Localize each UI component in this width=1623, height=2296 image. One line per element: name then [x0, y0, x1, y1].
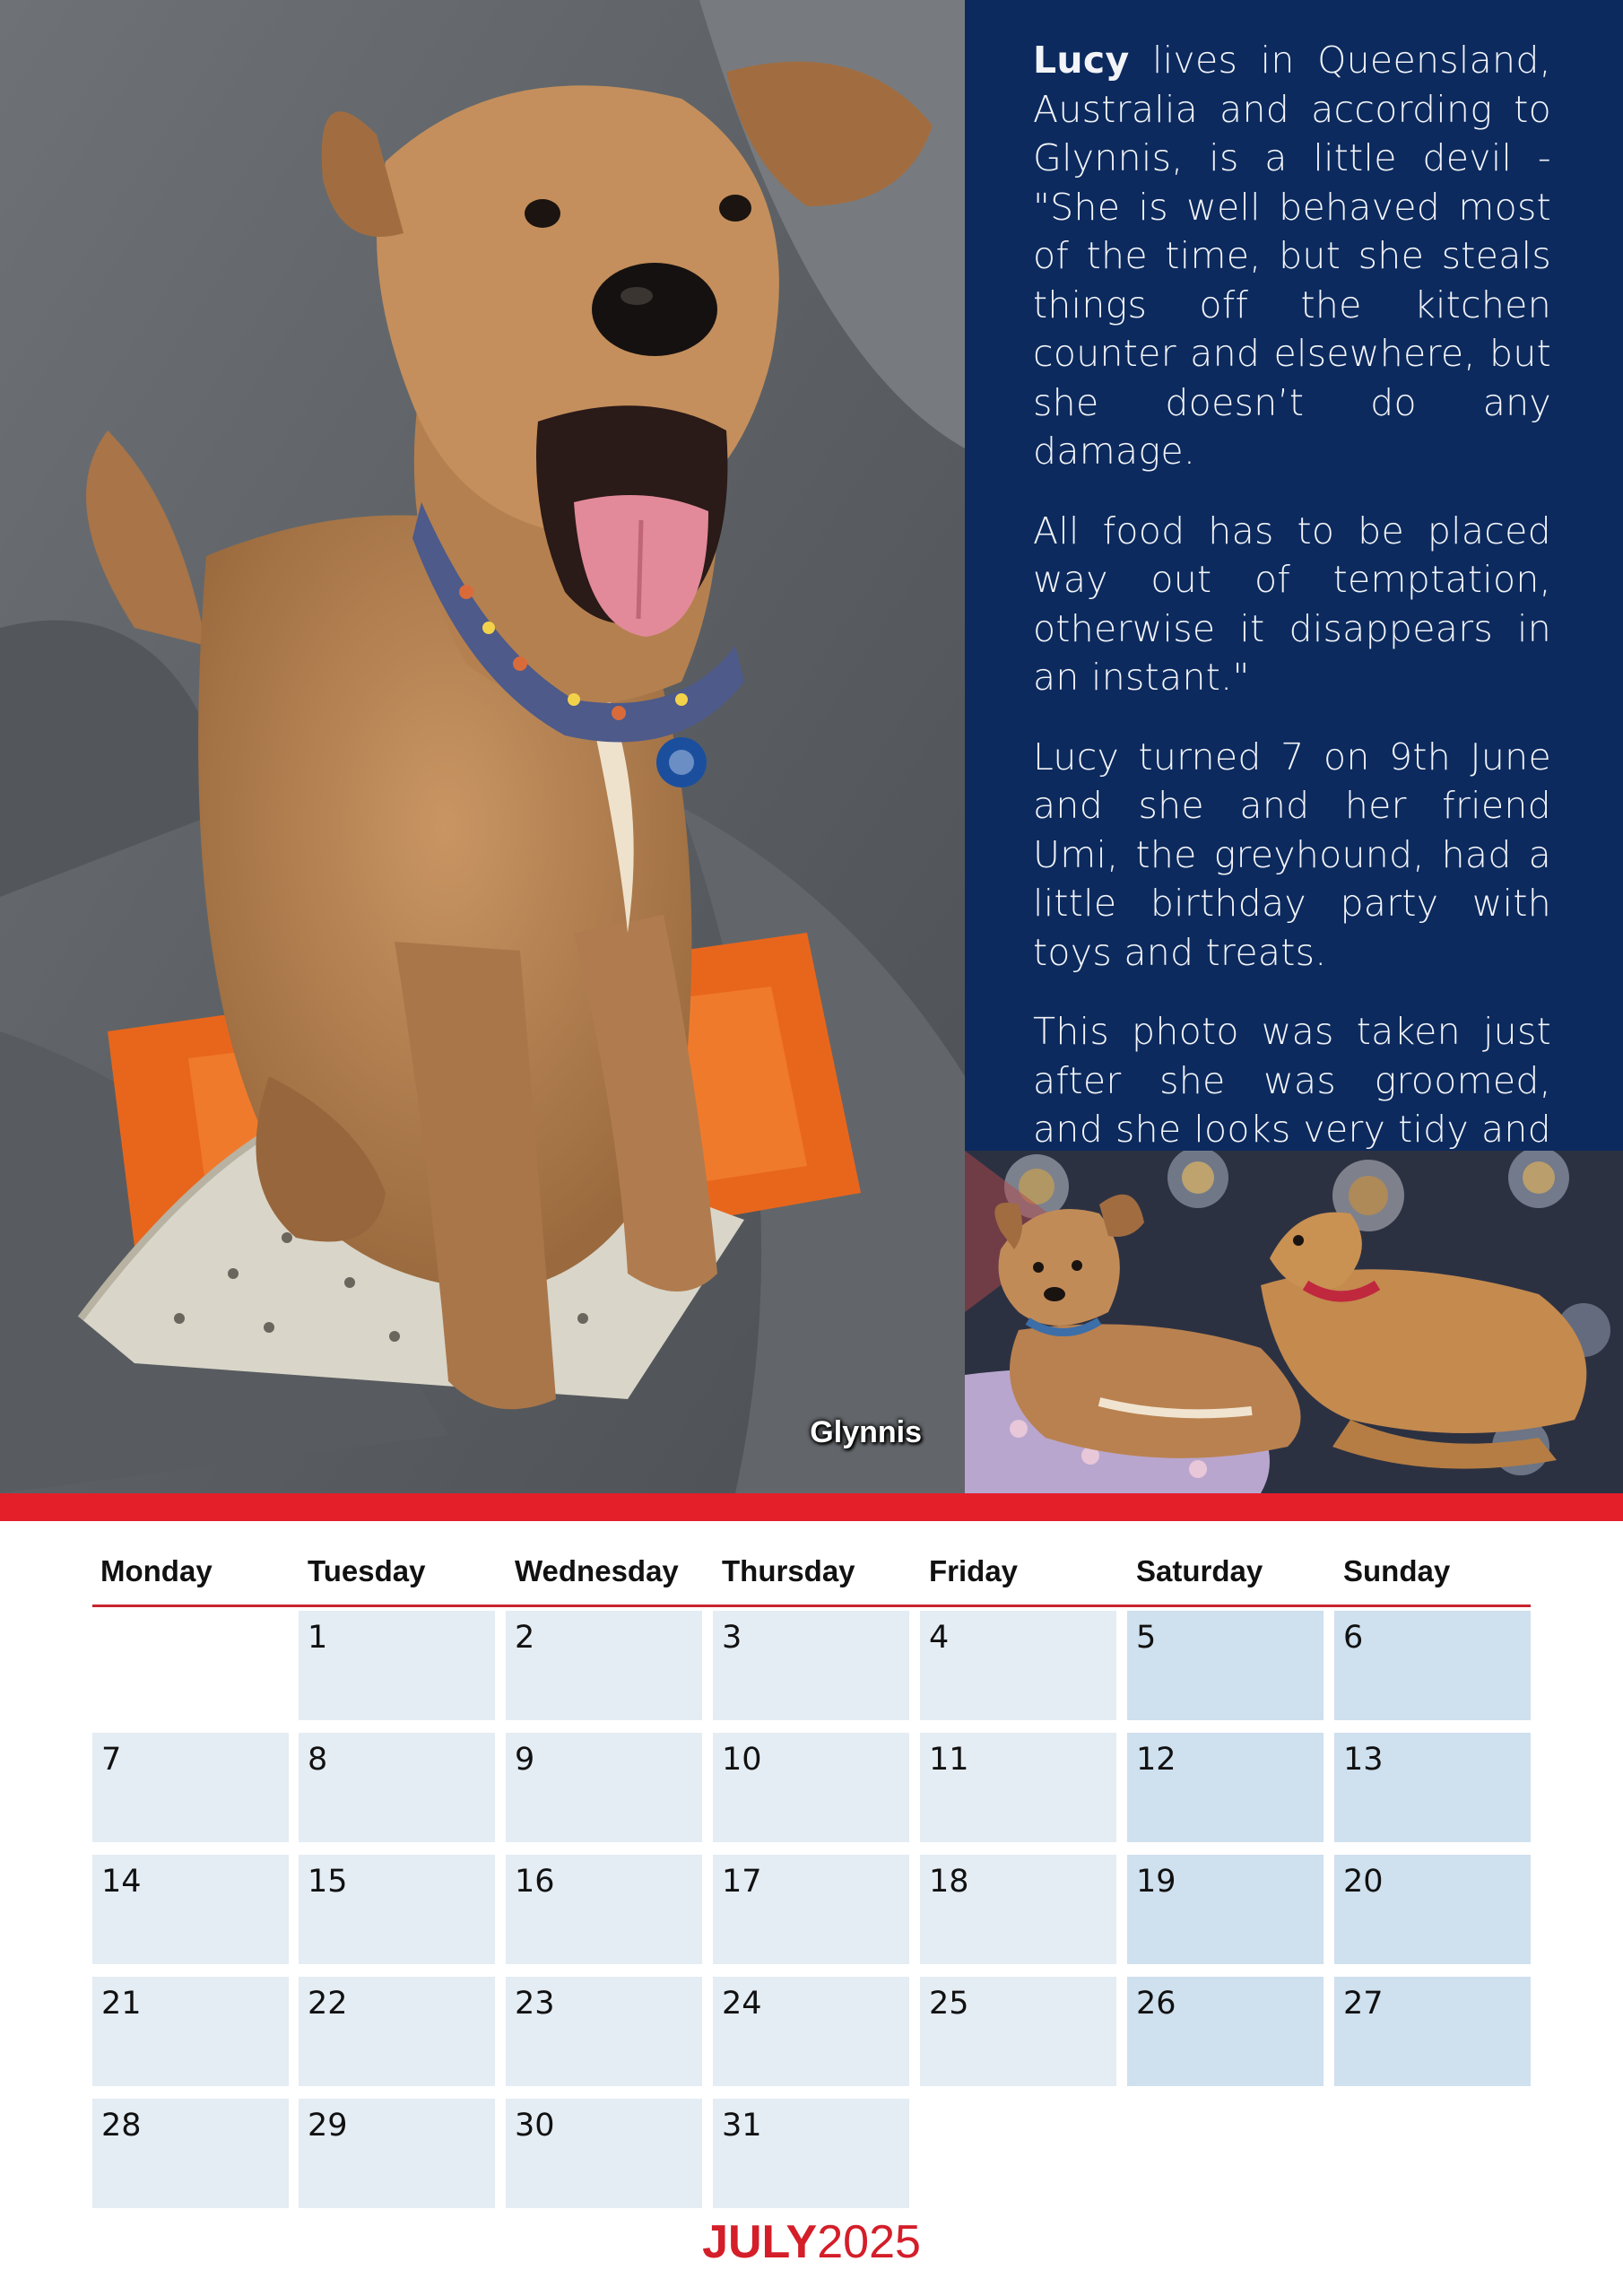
calendar-day: 14: [92, 1855, 289, 1964]
calendar-day: 2: [506, 1611, 702, 1720]
calendar-day: 7: [92, 1733, 289, 1842]
two-dogs-illustration: [965, 1151, 1623, 1493]
calendar-weekday-header: [92, 1554, 1531, 1607]
weekday-saturday: Saturday: [1136, 1554, 1263, 1587]
weekday-wednesday: Wednesday: [515, 1554, 679, 1587]
story-paragraph-2: All food has to be placed way out of temptation, otherwise it disappears in an instant.": [1033, 509, 1551, 699]
calendar-day-weekend: 13: [1334, 1733, 1531, 1842]
story-paragraph-1-text: lives in Queensland, Australia and according to Glynnis, is a little devil - "She is well behaved most of the time, but she steals things off the kitchen counter and elsewhere, but she doesn’t do any damage.: [1033, 39, 1551, 473]
secondary-photo-lucy-and-umi: [965, 1151, 1623, 1493]
dog-name: Lucy: [1033, 39, 1130, 82]
calendar-day: 3: [713, 1611, 909, 1720]
story-panel: [965, 0, 1623, 1151]
calendar-day: 10: [713, 1733, 909, 1842]
calendar-day-weekend: 19: [1127, 1855, 1324, 1964]
calendar-day: 11: [920, 1733, 1116, 1842]
weekday-friday: Friday: [929, 1554, 1019, 1587]
weekday-sunday: Sunday: [1343, 1554, 1451, 1587]
photo-credit-caption: Glynnis: [810, 1415, 922, 1449]
dog-photo-illustration: [0, 0, 965, 1493]
story-paragraph-4: This photo was taken just after she was groomed, and she looks very tidy and: [1033, 1010, 1551, 1151]
calendar-day: 15: [299, 1855, 495, 1964]
story-paragraph-3: Lucy turned 7 on 9th June and she and her friend Umi, the greyhound, had a little birthday party with toys and treats.: [1033, 735, 1551, 974]
calendar-day: 25: [920, 1977, 1116, 2086]
main-photo-lucy: [0, 0, 965, 1493]
calendar-day: 30: [506, 2099, 702, 2208]
calendar-day: 22: [299, 1977, 495, 2086]
calendar-day: 28: [92, 2099, 289, 2208]
year: 2025: [817, 2216, 921, 2268]
weekday-thursday: Thursday: [722, 1554, 855, 1587]
red-divider-bar: [0, 1493, 1623, 1521]
calendar-day-weekend: 6: [1334, 1611, 1531, 1720]
calendar-day-weekend: 12: [1127, 1733, 1324, 1842]
calendar-day: 1: [299, 1611, 495, 1720]
calendar-day: 8: [299, 1733, 495, 1842]
story-paragraph-1: [1033, 36, 1551, 476]
calendar-day-weekend: 5: [1127, 1611, 1324, 1720]
calendar-day: 16: [506, 1855, 702, 1964]
calendar-day: 24: [713, 1977, 909, 2086]
weekday-tuesday: Tuesday: [308, 1554, 426, 1587]
calendar-day: 18: [920, 1855, 1116, 1964]
calendar-day: 4: [920, 1611, 1116, 1720]
weekday-monday: Monday: [100, 1554, 213, 1587]
calendar-day-weekend: 27: [1334, 1977, 1531, 2086]
month-year-label: [0, 2215, 1623, 2269]
calendar-day: 21: [92, 1977, 289, 2086]
calendar-day: 31: [713, 2099, 909, 2208]
calendar-day-weekend: 20: [1334, 1855, 1531, 1964]
calendar-day: 17: [713, 1855, 909, 1964]
month-name: JULY: [702, 2216, 818, 2268]
calendar-day-weekend: 26: [1127, 1977, 1324, 2086]
calendar-day: 23: [506, 1977, 702, 2086]
calendar-day: 29: [299, 2099, 495, 2208]
calendar-day: 9: [506, 1733, 702, 1842]
